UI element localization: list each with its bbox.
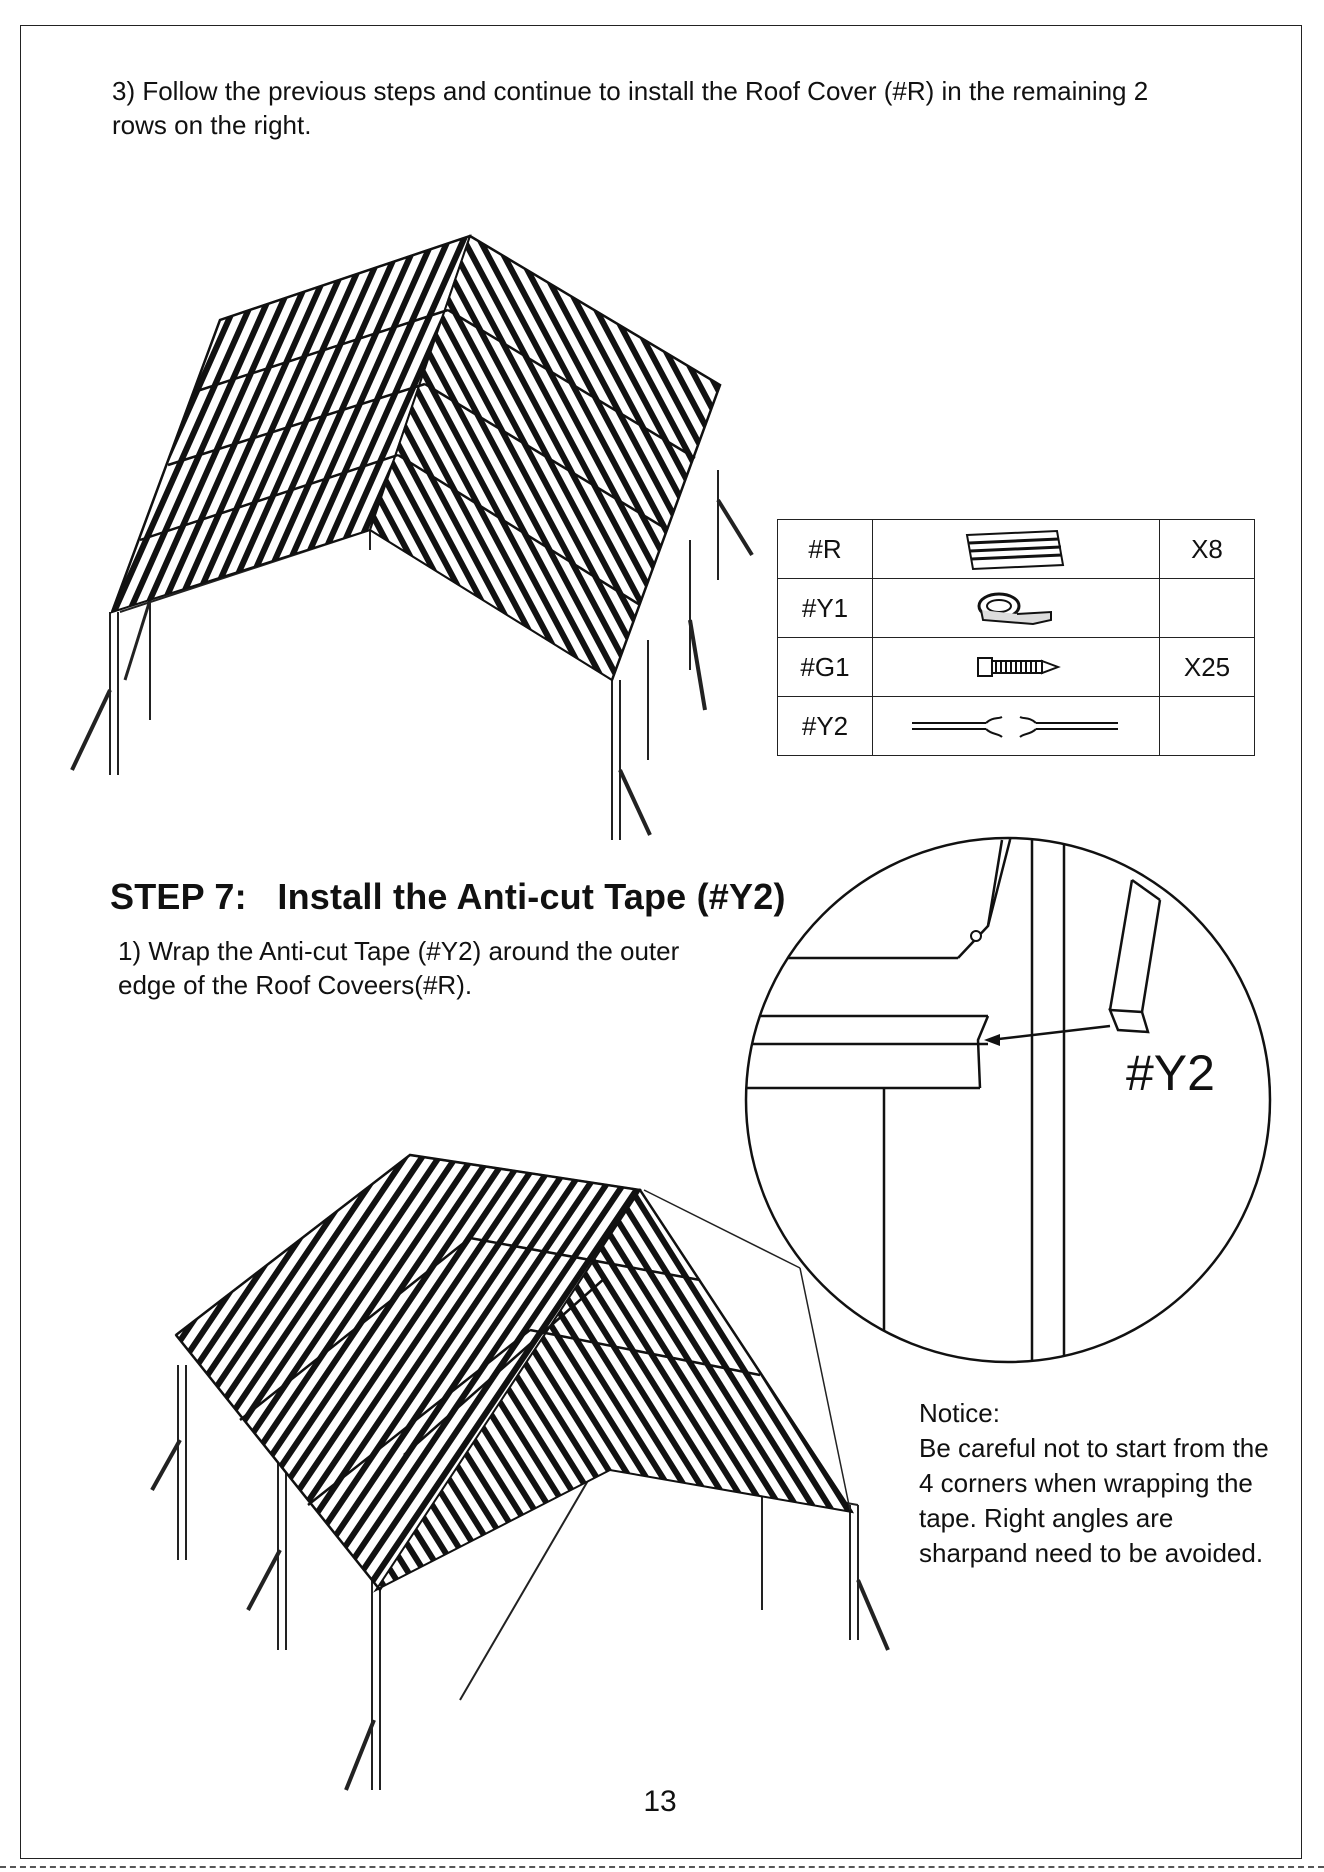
part-code: #G1	[778, 638, 873, 697]
notice-heading: Notice:	[919, 1398, 1000, 1428]
notice-text: Be careful not to start from the 4 corners when wrapping the tape. Right angles are sharpand need to be avoided.	[919, 1433, 1269, 1568]
step-title: STEP 7: Install the Anti-cut Tape (#Y2)	[110, 876, 786, 917]
part-quantity: X25	[1160, 638, 1255, 697]
detail-label: #Y2	[1126, 1045, 1215, 1101]
step-instruction: 1) Wrap the Anti-cut Tape (#Y2) around the outer edge of the Roof Coveers(#R).	[118, 936, 680, 1000]
part-code: #R	[778, 520, 873, 579]
part-code: #Y1	[778, 579, 873, 638]
part-quantity: X8	[1160, 520, 1255, 579]
notice-block	[919, 1396, 1279, 1571]
page-number: 13	[643, 1785, 677, 1818]
part-code: #Y2	[778, 697, 873, 756]
intro-instruction: 3) Follow the previous steps and continue to install the Roof Cover (#R) in the remaining 2 rows on the right.	[112, 76, 1149, 140]
